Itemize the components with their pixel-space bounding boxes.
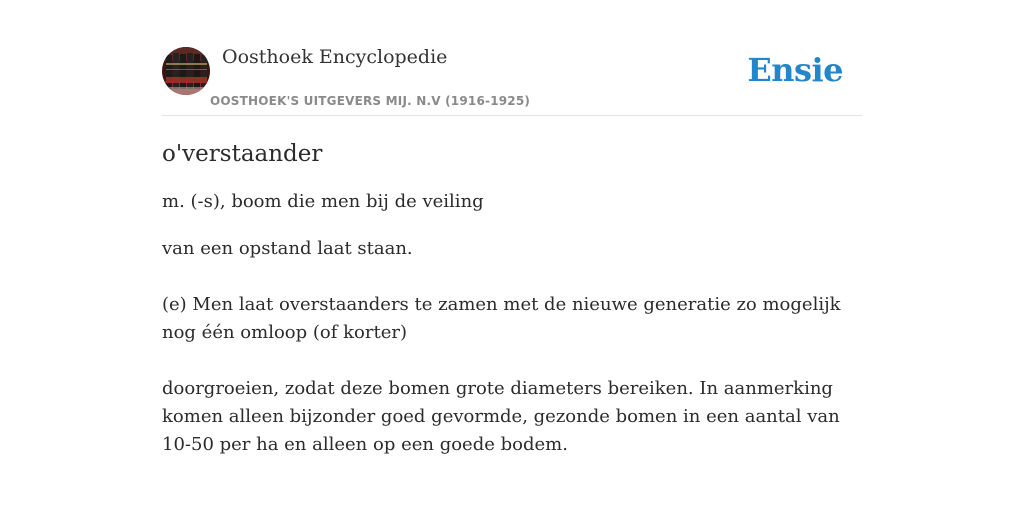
definition-paragraph: doorgroeien, zodat deze bomen grote diameters bereiken. In aanmerking komen alleen bijzonder goed gevormde, gezonde bomen in een aantal van 10-50 per ha en alleen op een goede bodem. [162, 378, 840, 455]
definition-paragraph: van een opstand laat staan. [162, 238, 413, 259]
source-subtitle: OOSTHOEK'S UITGEVERS MIJ. N.V (1916-1925) [210, 94, 531, 108]
book-spines-icon[interactable] [162, 47, 210, 95]
source-header [162, 40, 862, 116]
source-title[interactable]: Oosthoek Encyclopedie [222, 46, 448, 68]
definition-paragraph: (e) Men laat overstaanders te zamen met de nieuwe generatie zo mogelijk nog één omloop (of korter) [162, 294, 841, 343]
brand-logo[interactable]: Ensie [747, 51, 843, 89]
headword: o'verstaander [162, 141, 323, 167]
definition-paragraph: m. (-s), boom die men bij de veiling [162, 191, 484, 212]
entry-card [162, 40, 862, 459]
